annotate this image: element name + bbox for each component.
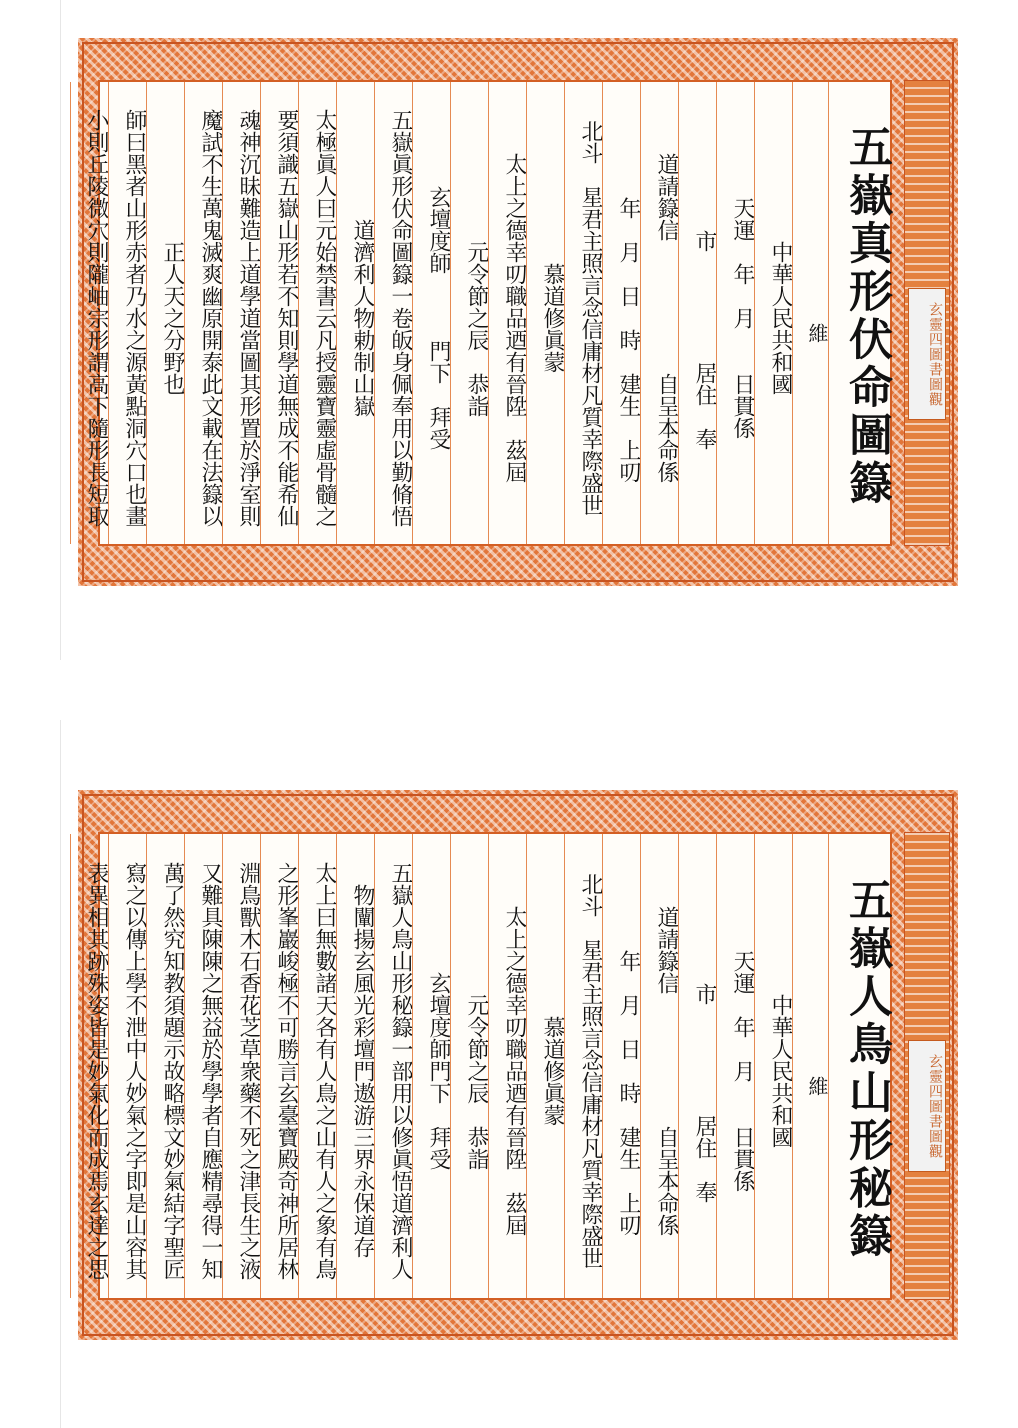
text-column: 維 — [792, 834, 828, 1298]
text-column: 又難具陳陳之無益於學學者自應精尋得一知 — [184, 834, 222, 1298]
text-column: 小則丘陵微穴則隴岫宗形謂高下隨形長短取 — [70, 82, 108, 544]
seal-stamp: 玄靈四圖書圖觀 — [908, 288, 946, 420]
text-column: 年 月 日 時 建生 上叨 — [602, 834, 640, 1298]
text-column: 道請籙信 自呈本命係 — [640, 82, 678, 544]
text-column: 天運 年 月 日貫係 — [716, 834, 754, 1298]
text-column: 北斗 星君主照言念信庸材凡質幸際盛世 — [564, 82, 602, 544]
text-panel — [84, 832, 892, 1300]
register-title: 五嶽人鳥山形秘籙 — [828, 834, 890, 1298]
text-column: 五嶽眞形伏命圖籙一卷皈身佩奉用以勤脩悟 — [374, 82, 412, 544]
register-sheet-bottom — [78, 790, 958, 1340]
text-column: 玄壇度師門下 拜受 — [412, 834, 450, 1298]
text-column: 元令節之辰 恭詣 — [450, 82, 488, 544]
text-column: 太上之德幸叨職品迺有晉陞 茲屆 — [488, 82, 526, 544]
text-column: 之形峯巖峻極不可勝言玄臺寶殿奇神所居林 — [260, 834, 298, 1298]
text-column: 中華人民共和國 — [754, 82, 792, 544]
text-column: 物闡揚玄風光彩壇門遨游三界永保道存 — [336, 834, 374, 1298]
text-column: 道請籙信 自呈本命係 — [640, 834, 678, 1298]
text-column: 太上之德幸叨職品迺有晉陞 茲屆 — [488, 834, 526, 1298]
text-column: 寫之以傳上學不泄中人妙氣之字即是山容其 — [108, 834, 146, 1298]
text-column: 五嶽人鳥山形秘籙一部用以修眞悟道濟利人 — [374, 834, 412, 1298]
text-column: 魂神沉昧難造上道學道當圖其形置於淨室則 — [222, 82, 260, 544]
text-column: 太極眞人曰元始禁書云凡授靈寶靈虛骨髓之 — [298, 82, 336, 544]
text-column: 北斗 星君主照言念信庸材凡質幸際盛世 — [564, 834, 602, 1298]
text-column: 道濟利人物勅制山嶽 — [336, 82, 374, 544]
text-column: 慕道修眞蒙 — [526, 834, 564, 1298]
seal-stamp: 玄靈四圖書圖觀 — [908, 1040, 946, 1172]
text-column: 萬了然究知教須題示故略標文妙氣結字聖匠 — [146, 834, 184, 1298]
text-column: 中華人民共和國 — [754, 834, 792, 1298]
text-column: 年 月 日 時 建生 上叨 — [602, 82, 640, 544]
text-column: 慕道修眞蒙 — [526, 82, 564, 544]
text-column: 淵鳥獸木石香花芝草衆藥不死之津長生之液 — [222, 834, 260, 1298]
page-edge-bottom — [60, 720, 61, 1428]
text-column: 天運 年 月 日貫係 — [716, 82, 754, 544]
text-column: 要須識五嶽山形若不知則學道無成不能希仙 — [260, 82, 298, 544]
text-column: 正人天之分野也 — [146, 82, 184, 544]
text-panel — [84, 80, 892, 546]
register-sheet-top — [78, 38, 958, 586]
text-column: 玄壇度師 門下 拜受 — [412, 82, 450, 544]
page-edge-top — [60, 0, 61, 660]
text-column: 市 居住 奉 — [678, 834, 716, 1298]
text-column: 市 居住 奉 — [678, 82, 716, 544]
text-column: 師曰黑者山形赤者乃水之源黃點洞穴口也畫 — [108, 82, 146, 544]
text-column: 元令節之辰 恭詣 — [450, 834, 488, 1298]
text-column: 魔試不生萬鬼滅爽幽原開泰此文載在法籙以 — [184, 82, 222, 544]
register-title: 五嶽真形伏命圖籙 — [828, 82, 890, 544]
text-column: 表異相其跡殊姿皆是妙氣化而成焉玄達之思 — [70, 834, 108, 1298]
text-column: 太上曰無數諸天各有人鳥之山有人之象有鳥 — [298, 834, 336, 1298]
text-column: 維 — [792, 82, 828, 544]
